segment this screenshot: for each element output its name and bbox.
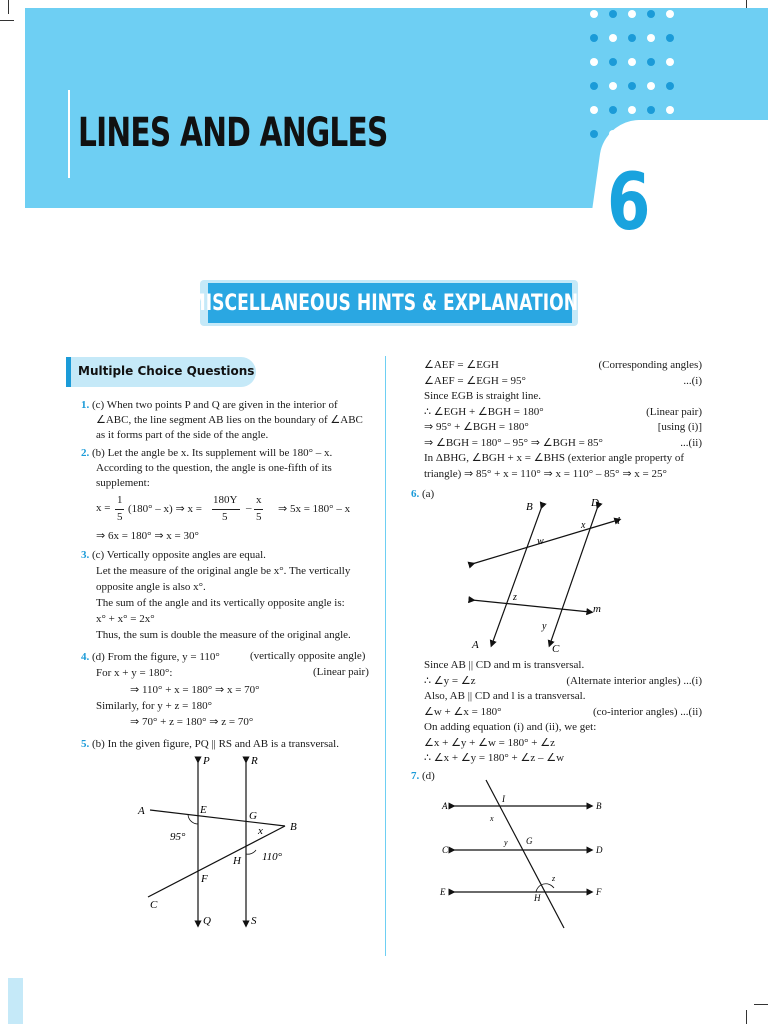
decorative-dot xyxy=(590,10,598,18)
decorative-dot xyxy=(647,34,655,42)
decorative-dot xyxy=(628,82,636,90)
q6-line: On adding equation (i) and (ii), we get: xyxy=(424,721,597,733)
q6-answer: (a) xyxy=(422,488,435,500)
q4-text: (d) From the figure, y = 110° xyxy=(92,651,220,663)
frac-den: 5 xyxy=(256,511,262,523)
column-divider xyxy=(385,356,386,956)
q6-line: Since AB || CD and m is transversal. xyxy=(424,659,585,671)
explanation-line: ∠AEF = ∠EGH xyxy=(424,359,499,371)
frac-bar xyxy=(254,509,263,510)
q3-line xyxy=(81,548,266,563)
decorative-dot xyxy=(590,34,598,42)
line-ab xyxy=(150,810,285,826)
q6-line: Also, AB || CD and l is a transversal. xyxy=(424,690,586,702)
label-y: y xyxy=(504,838,508,847)
label-m: m xyxy=(593,603,601,615)
q6-note: (co-interior angles) ...(ii) xyxy=(592,705,702,718)
decorative-dot xyxy=(609,58,617,66)
label-p: P xyxy=(203,755,210,767)
crop-mark xyxy=(8,0,23,14)
frac-den: 5 xyxy=(222,511,228,523)
explanation-note: ...(ii) xyxy=(680,436,702,449)
decorative-dot xyxy=(666,106,674,114)
eq-text: x = xyxy=(96,502,111,514)
decorative-dot xyxy=(628,34,636,42)
section-heading xyxy=(189,283,591,323)
label-c: C xyxy=(552,643,560,654)
decorative-dot xyxy=(628,58,636,66)
eq-text: ⇒ 5x = 180° – x xyxy=(278,503,351,515)
decorative-dot xyxy=(590,58,598,66)
page-edge-mark xyxy=(8,978,23,1024)
q3-line: Thus, the sum is double the measure of the original angle. xyxy=(96,629,351,641)
label-a: A xyxy=(138,805,145,817)
q5-figure xyxy=(130,752,310,932)
q1-line: ∠ABC, the line segment AB lies on the boundary of ∠ABC xyxy=(96,414,363,426)
label-g: G xyxy=(526,836,533,846)
frac-den: 5 xyxy=(117,511,123,523)
decorative-dot xyxy=(647,82,655,90)
line-l xyxy=(472,520,618,564)
decorative-dot xyxy=(609,10,617,18)
q3-line: Let the measure of the original angle be x°. The vertically xyxy=(96,565,351,577)
crop-mark xyxy=(746,1010,761,1024)
q6-line: ∠x + ∠y + ∠w = 180° + ∠z xyxy=(424,736,555,749)
label-e: E xyxy=(200,804,207,816)
frac-bar xyxy=(212,509,240,510)
line-ab xyxy=(492,506,542,644)
decorative-dot xyxy=(666,82,674,90)
subsection-pill xyxy=(66,357,256,387)
q6-line: ∴ ∠y = ∠z xyxy=(424,674,476,687)
decorative-dot xyxy=(609,82,617,90)
decorative-dot xyxy=(628,106,636,114)
label-s: S xyxy=(251,915,257,927)
q4-line: For x + y = 180°: xyxy=(96,667,173,679)
label-c: C xyxy=(442,845,449,855)
explanation-line: ⇒ ∠BGH = 180° – 95° ⇒ ∠BGH = 85° xyxy=(424,436,603,449)
label-x: x xyxy=(258,825,263,837)
q7-number: 7. xyxy=(411,770,420,782)
title-divider xyxy=(68,90,70,178)
label-e: E xyxy=(440,887,446,897)
label-h: H xyxy=(534,893,541,903)
label-r: R xyxy=(251,755,258,767)
angle-arc xyxy=(246,850,256,854)
explanation-line: In ΔBHG, ∠BGH + x = ∠BHS (exterior angle property of xyxy=(424,452,685,464)
decorative-dot xyxy=(647,58,655,66)
label-f: F xyxy=(201,873,208,885)
label-d: D xyxy=(591,497,599,509)
q6-figure xyxy=(462,494,632,654)
label-110: 110° xyxy=(262,851,283,863)
q4-line xyxy=(81,650,220,665)
explanation-line: ∠AEF = ∠EGH = 95° xyxy=(424,374,526,387)
label-a: A xyxy=(472,639,479,651)
decorative-dot xyxy=(609,34,617,42)
explanation-line: ⇒ 95° + ∠BGH = 180° xyxy=(424,421,529,433)
label-d: D xyxy=(596,845,603,855)
q7-answer: (d) xyxy=(422,770,435,782)
q4-note: (vertically opposite angle) xyxy=(250,650,366,662)
label-b: B xyxy=(290,821,297,833)
chapter-title: LINES AND ANGLES xyxy=(78,110,388,156)
q3-text: (c) Vertically opposite angles are equal. xyxy=(92,549,266,561)
q2-line: supplement: xyxy=(96,477,150,489)
q3-number: 3. xyxy=(81,549,90,561)
q2-eq2: ⇒ 6x = 180° ⇒ x = 30° xyxy=(96,530,199,542)
label-q: Q xyxy=(203,915,211,927)
q1-line xyxy=(81,398,338,413)
q3-line: The sum of the angle and its vertically opposite angle is: xyxy=(96,597,345,609)
decorative-dot xyxy=(666,10,674,18)
subsection-title: Multiple Choice Questions xyxy=(78,364,255,378)
decorative-dot xyxy=(590,106,598,114)
transversal xyxy=(486,780,564,928)
label-l: l xyxy=(617,515,621,527)
explanation-note: [using (i)] xyxy=(657,421,702,433)
decorative-dot xyxy=(647,10,655,18)
q7-line xyxy=(411,769,435,784)
eq-text: (180° – x) ⇒ x = xyxy=(128,503,202,515)
decorative-dot xyxy=(590,82,598,90)
q1-number: 1. xyxy=(81,399,90,411)
q4-line: ⇒ 70° + z = 180° ⇒ z = 70° xyxy=(130,716,254,728)
explanation-note: (Corresponding angles) xyxy=(598,359,702,371)
line-cd xyxy=(550,506,598,644)
explanation-line: triangle) ⇒ 85° + x = 110° ⇒ x = 110° – 85° ⇒ x = 25° xyxy=(424,467,667,480)
label-y: y xyxy=(542,621,547,632)
q5-text: (b) In the given figure, PQ || RS and AB is a transversal. xyxy=(92,738,339,750)
explanation-line: Since EGB is straight line. xyxy=(424,390,542,402)
label-x: x xyxy=(490,814,494,823)
label-z: z xyxy=(513,592,517,603)
q6-line xyxy=(411,487,434,502)
eq-text: – xyxy=(246,502,252,514)
label-c: C xyxy=(150,899,158,911)
label-a: A xyxy=(442,801,448,811)
line-m xyxy=(472,600,590,612)
q6-line: ∴ ∠x + ∠y = 180° + ∠z – ∠w xyxy=(424,752,565,764)
q6-number: 6. xyxy=(411,488,420,500)
explanation-line: ∴ ∠EGH + ∠BGH = 180° xyxy=(424,405,544,418)
q6-note: (Alternate interior angles) ...(i) xyxy=(566,674,702,687)
explanation-note: (Linear pair) xyxy=(646,405,702,418)
pill-edge xyxy=(66,357,71,387)
crop-mark xyxy=(0,20,14,35)
q2-line xyxy=(81,446,332,461)
frac-bar xyxy=(115,509,124,510)
q4-line: ⇒ 110° + x = 180° ⇒ x = 70° xyxy=(130,684,260,696)
label-x: x xyxy=(581,520,586,531)
explanation-note: ...(i) xyxy=(683,374,702,387)
q2-line: According to the question, the angle is one-fifth of its xyxy=(96,462,332,474)
label-z: z xyxy=(552,874,556,883)
frac-num: x xyxy=(256,494,262,506)
q4-line: Similarly, for y + z = 180° xyxy=(96,700,212,712)
q1-text: (c) When two points P and Q are given in the interior of xyxy=(92,399,338,411)
q3-line: opposite angle is also x°. xyxy=(96,581,206,593)
q5-line xyxy=(81,737,339,752)
decorative-dot xyxy=(609,106,617,114)
chapter-number: 6 xyxy=(607,158,651,248)
label-b: B xyxy=(596,801,602,811)
label-95: 95° xyxy=(170,831,186,843)
q6-line: ∠w + ∠x = 180° xyxy=(424,705,502,718)
label-g: G xyxy=(249,810,257,822)
label-b: B xyxy=(526,501,533,513)
label-w: w xyxy=(537,536,544,547)
q5-number: 5. xyxy=(81,738,90,750)
section-heading-text: MISCELLANEOUS HINTS & EXPLANATIONS xyxy=(189,290,591,316)
decorative-dot xyxy=(590,130,598,138)
q4-note: (Linear pair) xyxy=(313,666,369,678)
decorative-dot xyxy=(628,10,636,18)
label-f: F xyxy=(596,887,602,897)
frac-num: 180Υ xyxy=(213,494,238,506)
q1-line: as it forms part of the side of the angle. xyxy=(96,429,269,441)
label-h: H xyxy=(233,855,241,867)
q7-figure xyxy=(436,778,616,938)
decorative-dot xyxy=(647,106,655,114)
q2-number: 2. xyxy=(81,447,90,459)
decorative-dot xyxy=(666,58,674,66)
q4-number: 4. xyxy=(81,651,90,663)
q3-line: x° + x° = 2x° xyxy=(96,613,155,625)
decorative-dot xyxy=(666,34,674,42)
q2-text: (b) Let the angle be x. Its supplement will be 180° – x. xyxy=(92,447,333,459)
label-i: I xyxy=(502,794,505,804)
frac-num: 1 xyxy=(117,494,123,506)
